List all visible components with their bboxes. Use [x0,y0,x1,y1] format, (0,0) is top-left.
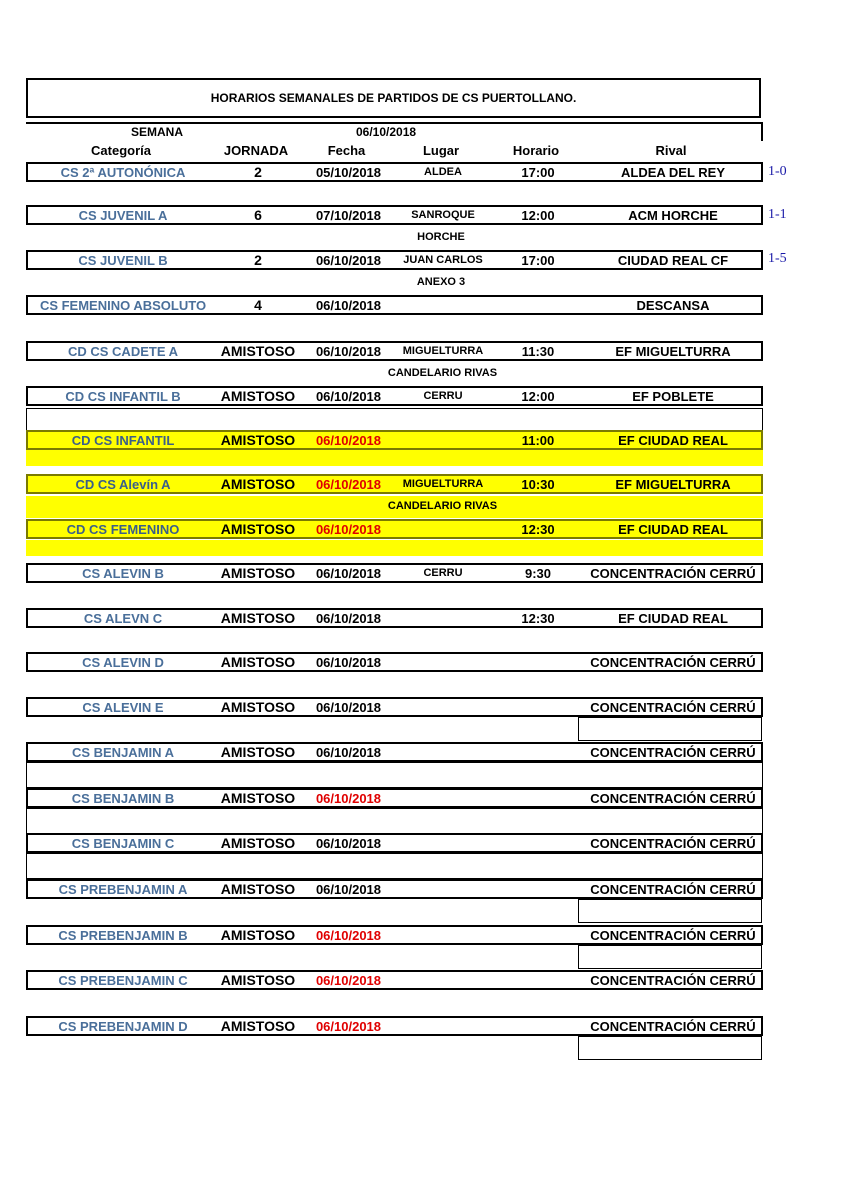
semana-label: SEMANA [131,125,184,139]
row-categoria: CS 2ª AUTONÓNICA [60,164,186,180]
row-rival: ALDEA DEL REY [620,164,725,180]
table-row [26,295,763,315]
row-rival: EF CIUDAD REAL [618,521,728,537]
table-row [26,563,763,583]
highlight-bar [26,540,763,556]
row-categoria: CS ALEVIN D [82,654,164,670]
row-jornada: AMISTOSO [220,972,296,988]
empty-row [26,762,763,788]
score-label: 1-5 [768,251,787,266]
row-rival: EF MIGUELTURRA [615,343,731,359]
row-jornada: AMISTOSO [220,881,296,897]
row-jornada: AMISTOSO [220,654,296,670]
row-rival: EF CIUDAD REAL [618,610,728,626]
row-rival: EF CIUDAD REAL [618,432,728,448]
row-fecha: 06/10/2018 [315,972,382,988]
row-sublabel: HORCHE [417,231,465,243]
table-row [26,608,763,628]
row-jornada: 4 [254,297,262,313]
header-rival: Rival [655,142,687,158]
highlight-bar [26,450,763,466]
row-lugar: ALDEA [424,166,462,178]
row-horario: 12:30 [521,610,555,626]
row-lugar [393,654,493,670]
row-horario: 12:00 [521,207,555,223]
row-rival: EF POBLETE [632,388,714,404]
row-jornada: AMISTOSO [220,521,296,537]
header-fecha: Fecha [327,142,366,158]
row-fecha: 06/10/2018 [315,927,382,943]
table-row [26,162,763,182]
table-row [26,970,763,990]
row-categoria: CS BENJAMIN B [71,790,175,806]
row-categoria: CS JUVENIL B [78,252,168,268]
row-categoria: CS BENJAMIN C [71,835,175,851]
row-lugar [393,927,493,943]
table-row [26,788,763,808]
row-lugar [393,610,493,626]
row-lugar: JUAN CARLOS [403,254,483,266]
table-row [26,833,763,853]
row-fecha: 05/10/2018 [315,164,382,180]
row-categoria: CD CS INFANTIL [71,432,175,448]
semana-row [26,122,763,140]
row-lugar [393,790,493,806]
row-rival: ACM HORCHE [628,207,718,223]
row-fecha: 06/10/2018 [315,790,382,806]
row-categoria: CS ALEVIN E [82,699,164,715]
row-jornada: AMISTOSO [220,476,296,492]
row-sublabel: ANEXO 3 [416,276,466,288]
row-lugar [393,1018,493,1034]
row-horario: 11:00 [521,432,555,448]
row-fecha: 06/10/2018 [315,521,382,537]
row-fecha: 06/10/2018 [315,835,382,851]
row-categoria: CS ALEVN C [83,610,163,626]
row-jornada: AMISTOSO [220,835,296,851]
header-categoria: Categoría [91,142,151,158]
row-lugar: CERRU [423,567,463,579]
table-row [26,205,763,225]
table-row [26,742,763,762]
header-lugar: Lugar [422,142,460,158]
row-sublabel: CANDELARIO RIVAS [387,500,498,512]
table-row [26,474,763,494]
row-rival: CONCENTRACIÓN CERRÚ [590,927,756,943]
row-fecha: 06/10/2018 [315,432,382,448]
row-horario: 10:30 [521,476,555,492]
row-jornada: AMISTOSO [220,343,296,359]
table-row [26,519,763,539]
row-horario [493,881,583,897]
row-lugar [393,744,493,760]
row-categoria: CD CS CADETE A [67,343,179,359]
row-rival: CONCENTRACIÓN CERRÚ [590,972,756,988]
row-rival: CONCENTRACIÓN CERRÚ [590,565,756,581]
row-rival: DESCANSA [636,297,710,313]
row-lugar [393,699,493,715]
row-categoria: CS PREBENJAMIN C [58,972,188,988]
row-horario: 12:00 [521,388,555,404]
row-jornada: 2 [254,164,262,180]
table-header [26,141,763,159]
row-jornada: AMISTOSO [220,432,296,448]
table-row [26,925,763,945]
row-horario [493,835,583,851]
empty-cell [578,945,762,969]
row-rival: EF MIGUELTURRA [615,476,731,492]
row-categoria: CS PREBENJAMIN D [58,1018,188,1034]
row-rival: CONCENTRACIÓN CERRÚ [590,790,756,806]
row-fecha: 06/10/2018 [315,388,382,404]
table-row [26,652,763,672]
row-categoria: CD CS INFANTIL B [65,388,181,404]
row-categoria: CS BENJAMIN A [71,744,175,760]
row-sublabel: CANDELARIO RIVAS [387,367,498,379]
page-title: HORARIOS SEMANALES DE PARTIDOS DE CS PUERTOLLANO. [26,78,761,118]
row-fecha: 06/10/2018 [315,1018,382,1034]
header-horario: Horario [512,142,560,158]
empty-row [26,408,763,432]
table-row [26,879,763,899]
table-row [26,430,763,450]
row-jornada: AMISTOSO [220,1018,296,1034]
row-rival: CONCENTRACIÓN CERRÚ [590,654,756,670]
score-label: 1-1 [768,207,787,222]
table-row [26,697,763,717]
row-horario: 17:00 [521,252,555,268]
row-jornada: AMISTOSO [220,610,296,626]
row-rival: CONCENTRACIÓN CERRÚ [590,881,756,897]
row-rival: CONCENTRACIÓN CERRÚ [590,699,756,715]
row-lugar [393,835,493,851]
row-horario [493,654,583,670]
table-row [26,386,763,406]
row-horario: 12:30 [521,521,555,537]
row-fecha: 06/10/2018 [315,654,382,670]
row-jornada: 2 [254,252,262,268]
row-jornada: AMISTOSO [220,744,296,760]
row-categoria: CS JUVENIL A [78,207,168,223]
table-row [26,341,763,361]
semana-border [761,122,763,141]
row-lugar: MIGUELTURRA [402,478,484,490]
row-fecha: 06/10/2018 [315,881,382,897]
row-categoria: CD CS Alevín A [75,476,171,492]
row-jornada: 6 [254,207,262,223]
row-categoria: CS FEMENINO ABSOLUTO [39,297,207,313]
row-fecha: 06/10/2018 [315,476,382,492]
row-fecha: 06/10/2018 [315,699,382,715]
row-lugar [393,432,493,448]
row-fecha: 06/10/2018 [315,252,382,268]
row-lugar [393,972,493,988]
row-jornada: AMISTOSO [220,927,296,943]
row-jornada: AMISTOSO [220,388,296,404]
row-horario [493,1018,583,1034]
row-lugar: SANROQUE [411,209,475,221]
row-lugar: CERRU [423,390,463,402]
row-fecha: 06/10/2018 [315,343,382,359]
row-categoria: CS PREBENJAMIN A [58,881,188,897]
row-categoria: CD CS FEMENINO [66,521,180,537]
row-horario [493,927,583,943]
row-horario [493,972,583,988]
empty-cell [578,717,762,741]
row-fecha: 06/10/2018 [315,565,382,581]
table-row [26,250,763,270]
row-lugar [393,521,493,537]
row-lugar [393,297,493,313]
row-lugar [393,881,493,897]
row-rival: CIUDAD REAL CF [617,252,729,268]
row-rival: CONCENTRACIÓN CERRÚ [590,835,756,851]
row-horario [493,297,583,313]
header-jornada: JORNADA [223,142,289,158]
empty-cell [578,1036,762,1060]
row-fecha: 06/10/2018 [315,297,382,313]
row-jornada: AMISTOSO [220,790,296,806]
row-fecha: 07/10/2018 [315,207,382,223]
row-horario [493,699,583,715]
score-label: 1-0 [768,164,787,179]
row-horario: 9:30 [524,565,552,581]
semana-value: 06/10/2018 [356,125,417,139]
row-horario: 11:30 [521,343,555,359]
row-fecha: 06/10/2018 [315,744,382,760]
row-rival: CONCENTRACIÓN CERRÚ [590,1018,756,1034]
row-horario [493,790,583,806]
row-jornada: AMISTOSO [220,699,296,715]
row-horario: 17:00 [521,164,555,180]
row-lugar: MIGUELTURRA [402,345,484,357]
row-fecha: 06/10/2018 [315,610,382,626]
row-rival: CONCENTRACIÓN CERRÚ [590,744,756,760]
table-row [26,1016,763,1036]
empty-cell [578,899,762,923]
row-horario [493,744,583,760]
row-categoria: CS PREBENJAMIN B [58,927,188,943]
empty-row [26,808,763,834]
row-categoria: CS ALEVIN B [82,565,164,581]
row-jornada: AMISTOSO [220,565,296,581]
empty-row [26,853,763,879]
